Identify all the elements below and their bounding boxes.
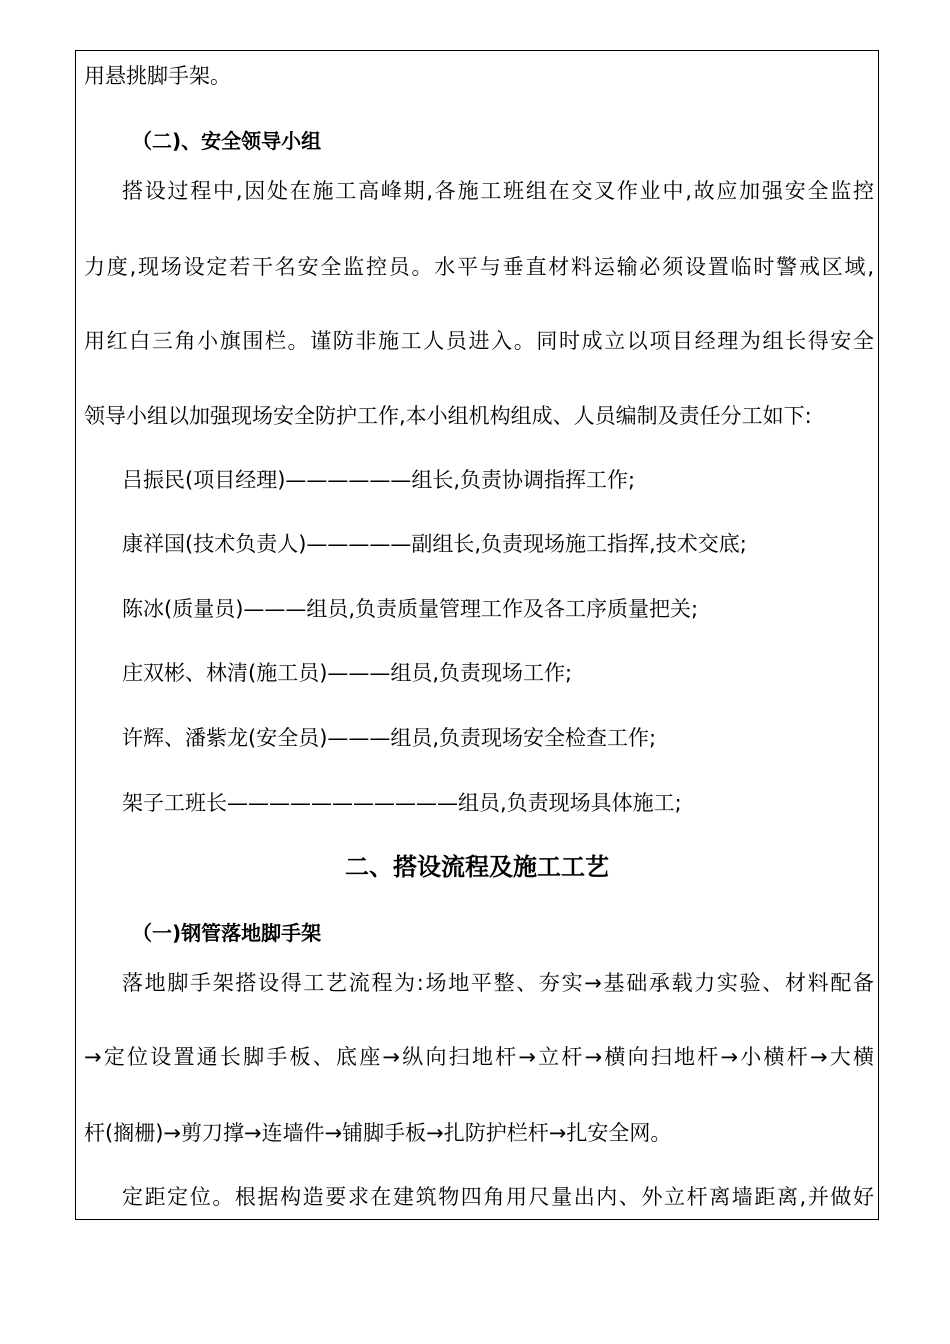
paragraph-line: 领导小组以加强现场安全防护工作,本小组机构组成、人员编制及责任分工如下: xyxy=(84,404,812,428)
roster-item: 庄双彬、林清(施工员)———组员,负责现场工作; xyxy=(122,661,573,685)
roster-item: 康祥国(技术负责人)—————副组长,负责现场施工指挥,技术交底; xyxy=(122,532,747,556)
chapter-heading: 二、搭设流程及施工工艺 xyxy=(345,853,609,881)
text-line: 用悬挑脚手架。 xyxy=(84,64,231,88)
roster-item: 吕振民(项目经理)——————组长,负责协调指挥工作; xyxy=(122,468,636,492)
roster-item: 陈冰(质量员)———组员,负责质量管理工作及各工序质量把关; xyxy=(122,597,699,621)
paragraph-line: 定距定位。根据构造要求在建筑物四角用尺量出内、外立杆离墙距离,并做好 xyxy=(122,1185,874,1209)
paragraph-line: 力度,现场设定若干名安全监控员。水平与垂直材料运输必须设置临时警戒区域, xyxy=(84,255,874,279)
roster-item: 许辉、潘紫龙(安全员)———组员,负责现场安全检查工作; xyxy=(122,726,657,750)
paragraph-line: 杆(搁栅)→剪刀撑→连墙件→铺脚手板→扎防护栏杆→扎安全网。 xyxy=(84,1121,672,1145)
paragraph-line: 落地脚手架搭设得工艺流程为:场地平整、夯实→基础承载力实验、材料配备 xyxy=(122,971,874,995)
subsection-heading-scaffold: （一)钢管落地脚手架 xyxy=(132,921,322,945)
section-heading-safety-team: （二)、安全领导小组 xyxy=(132,129,322,153)
paragraph-line: 搭设过程中,因处在施工高峰期,各施工班组在交叉作业中,故应加强安全监控 xyxy=(122,179,874,203)
roster-item: 架子工班长———————————组员,负责现场具体施工; xyxy=(122,791,682,815)
paragraph-line: →定位设置通长脚手板、底座→纵向扫地杆→立杆→横向扫地杆→小横杆→大横 xyxy=(84,1045,874,1069)
paragraph-line: 用红白三角小旗围栏。谨防非施工人员进入。同时成立以项目经理为组长得安全 xyxy=(84,329,874,353)
